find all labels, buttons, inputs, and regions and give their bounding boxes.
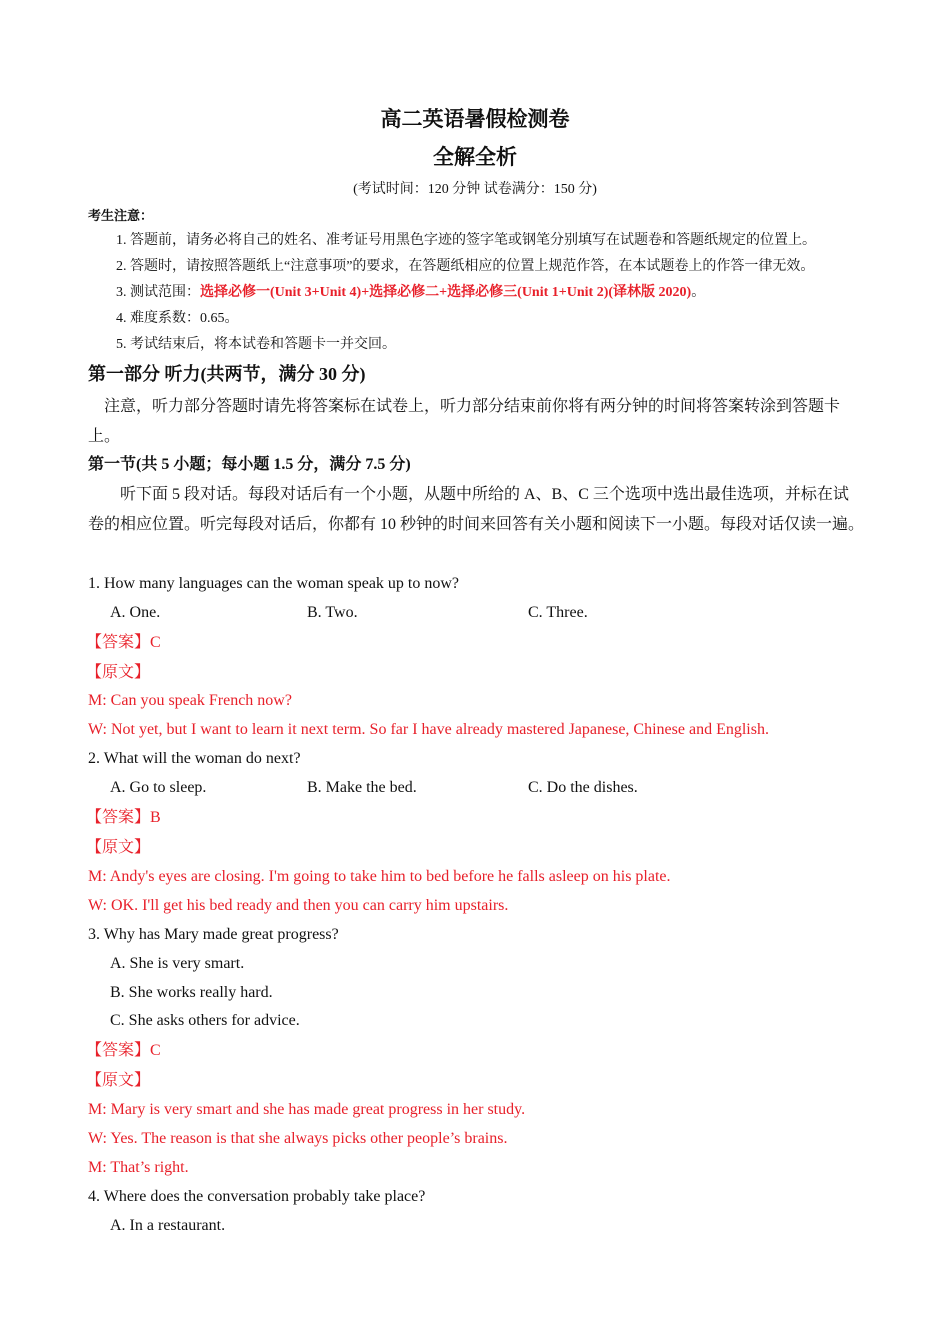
question-3-option-a: A. She is very smart. (110, 955, 245, 972)
question-1-transcript-2: W: Not yet, but I want to learn it next term. So far I have already mastered Japanese, Chinese and English. (88, 721, 769, 738)
test-scope: 选择必修一(Unit 3+Unit 4)+选择必修二+选择必修三(Unit 1+Unit 2)(译林版 2020) (200, 285, 692, 300)
notice-item-1: 1. 答题前，请务必将自己的姓名、准考证号用黑色字迹的签字笔或钢笔分别填写在试题卷和答题纸规定的位置上。 (116, 233, 816, 248)
page-title: 高二英语暑假检测卷 (380, 107, 570, 131)
question-3-transcript-3: M: That’s right. (88, 1159, 189, 1176)
question-1-stem: 1. How many languages can the woman speak up to now? (88, 575, 460, 592)
section1-heading: 第一节(共 5 小题；每小题 1.5 分，满分 7.5 分) (88, 456, 411, 473)
section1-instruction: 听下面 5 段对话。每段对话后有一个小题，从题中所给的 A、B、C 三个选项中选出最佳选项，并标在试卷的相应位置。听完每段对话后，你都有 10 秒钟的时间来回答有关小题和阅读下一小题。每段对话仅读一遍。 (88, 486, 865, 533)
part1-heading: 第一部分 听力(共两节，满分 30 分) (88, 364, 366, 384)
question-2-stem: 2. What will the woman do next? (88, 750, 301, 767)
exam-info: (考试时间：120 分钟 试卷满分：150 分) (353, 182, 597, 197)
question-2-transcript-1: M: Andy's eyes are closing. I'm going to take him to bed before he falls asleep on his plate. (88, 868, 671, 885)
question-3-transcript-1: M: Mary is very smart and she has made great progress in her study. (88, 1101, 526, 1118)
question-1-source-label: 【原文】 (86, 664, 151, 681)
question-2-source-label: 【原文】 (86, 839, 151, 856)
question-1-answer: 【答案】C (86, 634, 161, 651)
question-3-source-label: 【原文】 (86, 1072, 151, 1089)
notice-item-3-suffix: 。 (691, 285, 706, 300)
question-3-transcript-2: W: Yes. The reason is that she always picks other people’s brains. (88, 1130, 508, 1147)
question-1-transcript-1: M: Can you speak French now? (88, 692, 292, 709)
notice-item-3 (116, 283, 705, 303)
question-2-transcript-2: W: OK. I'll get his bed ready and then you can carry him upstairs. (88, 897, 509, 914)
question-1-option-c: C. Three. (528, 604, 588, 621)
question-2-option-c: C. Do the dishes. (528, 779, 638, 796)
question-2-option-b: B. Make the bed. (307, 779, 417, 796)
question-3-answer: 【答案】C (86, 1042, 161, 1059)
notice-item-3-prefix: 3. 测试范围： (116, 285, 200, 300)
part1-note: 注意，听力部分答题时请先将答案标在试卷上，听力部分结束前你将有两分钟的时间将答案转涂到答题卡上。 (88, 398, 841, 445)
question-3-option-c: C. She asks others for advice. (110, 1012, 300, 1029)
question-4-option-a: A. In a restaurant. (110, 1217, 226, 1234)
notice-item-2: 2. 答题时，请按照答题纸上“注意事项”的要求，在答题纸相应的位置上规范作答，在本试题卷上的作答一律无效。 (116, 259, 815, 274)
page-subtitle: 全解全析 (433, 145, 517, 169)
question-1-option-a: A. One. (110, 604, 161, 621)
question-3-stem: 3. Why has Mary made great progress? (88, 926, 339, 943)
notice-heading: 考生注意： (88, 208, 154, 223)
question-1-option-b: B. Two. (307, 604, 358, 621)
question-4-stem: 4. Where does the conversation probably take place? (88, 1188, 426, 1205)
notice-item-4: 4. 难度系数：0.65。 (116, 311, 239, 326)
question-3-option-b: B. She works really hard. (110, 984, 273, 1001)
question-2-answer: 【答案】B (86, 809, 161, 826)
question-2-option-a: A. Go to sleep. (110, 779, 207, 796)
notice-item-5: 5. 考试结束后，将本试卷和答题卡一并交回。 (116, 337, 396, 352)
